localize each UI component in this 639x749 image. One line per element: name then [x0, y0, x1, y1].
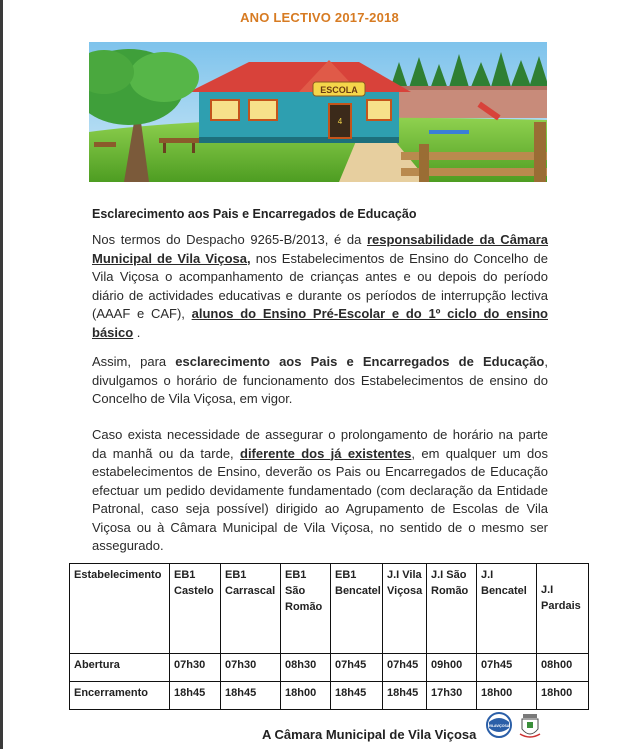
page-title: ANO LECTIVO 2017-2018: [240, 10, 399, 25]
table-header-row: [70, 564, 589, 654]
table-cell: Abertura: [70, 654, 170, 682]
table-cell: 18h45: [221, 682, 281, 710]
table-header-cell: EB1 Castelo: [170, 564, 221, 654]
table-cell: 07h45: [331, 654, 383, 682]
table-row: [70, 682, 589, 710]
table-cell: 18h00: [281, 682, 331, 710]
svg-text:VILAVIÇOSA: VILAVIÇOSA: [488, 724, 510, 728]
table-cell: Encerramento: [70, 682, 170, 710]
p3-text-b: diferente dos já existentes: [240, 445, 412, 461]
table-cell: 08h00: [537, 654, 589, 682]
table-cell: 18h00: [477, 682, 537, 710]
table-header-cell: Estabelecimento: [70, 564, 170, 654]
table-header-cell: J.I Pardais: [537, 564, 589, 654]
paragraph-1: [92, 231, 548, 342]
schedule-table: [69, 563, 589, 710]
footer-signature: A Câmara Municipal de Vila Viçosa: [262, 727, 477, 742]
p3-text-c: , em qualquer um dos estabelecimentos de Ensino, deverão os Pais ou Encarregados de Educação efectuar um pedido devidamente fundamentado (com declaração da Entidade Patronal, caso seja possível) dirigido ao Agrupamento de Escolas de Vila Viçosa ou à Câmara Municipal de Vila Viçosa, no sentido de o mesmo ser assegurado.: [92, 445, 549, 553]
p2-text-c: , divulgamos o horário de funcionamento dos Estabelecimentos de ensino do Concelho de Vila Viçosa, em vigor.: [92, 354, 548, 406]
p2-text-b: esclarecimento aos Pais e Encarregados de Educação: [175, 354, 545, 369]
p3-text-a: Caso exista necessidade de assegurar o prolongamento de horário na parte da manhã ou da tarde,: [92, 427, 548, 461]
table-cell: 18h00: [537, 682, 589, 710]
table-cell: 09h00: [427, 654, 477, 682]
coat-of-arms-icon: [518, 712, 542, 740]
table-header-cell: EB1 São Romão: [281, 564, 331, 654]
table-cell: 08h30: [281, 654, 331, 682]
table-cell: 07h30: [221, 654, 281, 682]
p1-text-e: .: [133, 324, 141, 340]
table-cell: 18h45: [170, 682, 221, 710]
p1-text-a: Nos termos do Despacho 9265-B/2013, é da: [92, 232, 367, 247]
table-cell: 17h30: [427, 682, 477, 710]
p2-text-a: Assim, para: [92, 354, 176, 369]
municipal-logo-icon: [486, 708, 512, 742]
p1-text-c: nos Estabelecimentos de Ensino do Concelho de Vila Viçosa o acompanhamento de crianças antes e ou depois do período diário de actividades educativas e durante os períodos de interrupção lectiva (AAAF e CAF),: [92, 250, 548, 321]
paragraph-3: [92, 426, 548, 556]
table-header-cell: J.I Bencatel: [477, 564, 537, 654]
table-cell: 07h45: [383, 654, 427, 682]
svg-text:4: 4: [337, 117, 343, 126]
table-header-cell: J.I São Romão: [427, 564, 477, 654]
table-cell: 18h45: [383, 682, 427, 710]
table-header-cell: EB1 Carrascal: [221, 564, 281, 654]
table-cell: 07h30: [170, 654, 221, 682]
table-header-cell: EB1 Bencatel: [331, 564, 383, 654]
table-cell: 18h45: [331, 682, 383, 710]
section-heading: Esclarecimento aos Pais e Encarregados de Educação: [92, 207, 417, 221]
table-header-cell: J.I Vila Viçosa: [383, 564, 427, 654]
paragraph-2: [92, 353, 548, 409]
table-cell: 07h45: [477, 654, 537, 682]
left-border: [0, 0, 3, 749]
school-banner-illustration: [89, 42, 547, 182]
p1-text-d: alunos do Ensino Pré-Escolar e do 1º ciclo do ensino básico: [92, 306, 548, 340]
table-row: [70, 654, 589, 682]
school-sign-text: ESCOLA: [320, 85, 358, 95]
p1-text-b: responsabilidade da Câmara Municipal de Vila Viçosa,: [92, 232, 549, 266]
